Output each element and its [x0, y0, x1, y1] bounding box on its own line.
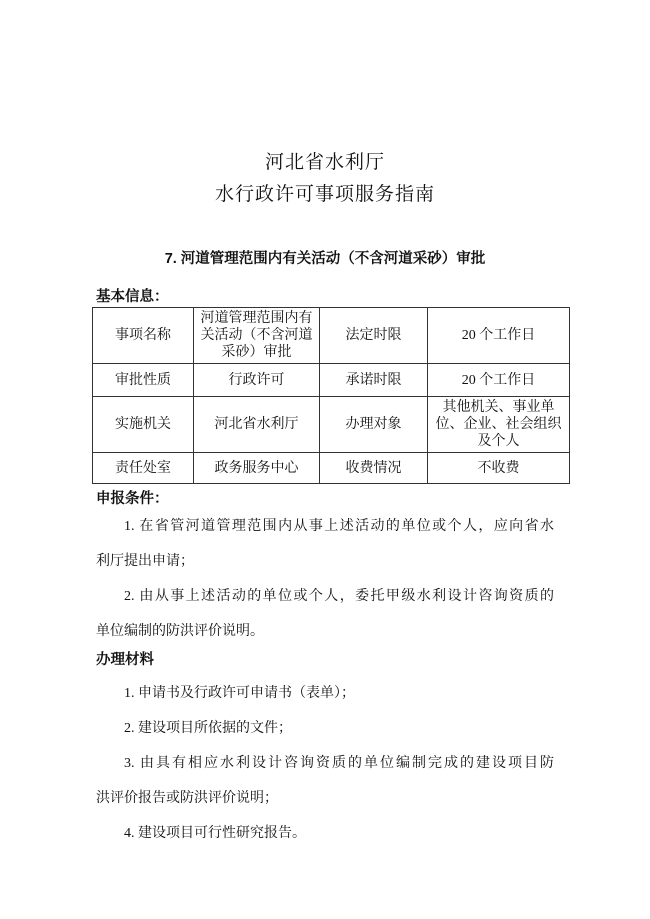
text-line: 2. 建设项目所依据的文件；	[124, 721, 292, 736]
text-line: 1. 在省管河道管理范围内从事上述活动的单位或个人，应向省水	[124, 519, 554, 534]
table-row	[93, 364, 570, 397]
conditions-paragraphs	[96, 509, 554, 649]
table-cell-value: 政务服务中心	[194, 453, 320, 484]
text-line: 3. 由具有相应水利设计咨询资质的单位编制完成的建设项目防	[124, 756, 554, 771]
table-cell-label: 收费情况	[320, 453, 428, 484]
table-cell-value: 其他机关、事业单位、企业、社会组织及个人	[428, 397, 570, 453]
table-cell-value: 20 个工作日	[428, 308, 570, 364]
basic-info-heading: 基本信息：	[96, 289, 169, 305]
text-line: 2. 由从事上述活动的单位或个人，委托甲级水利设计咨询资质的	[124, 589, 554, 604]
table-cell-value: 不收费	[428, 453, 570, 484]
conditions-heading: 申报条件：	[96, 491, 169, 507]
table-cell-label: 实施机关	[93, 397, 194, 453]
table-cell-value: 20 个工作日	[428, 364, 570, 397]
item-heading: 7. 河道管理范围内有关活动（不含河道采砂）审批	[164, 251, 486, 267]
basic-info-table	[92, 307, 570, 484]
table-cell-value: 河北省水利厅	[194, 397, 320, 453]
table-cell-value: 行政许可	[194, 364, 320, 397]
text-line: 利厅提出申请；	[96, 554, 194, 569]
text-line: 4. 建设项目可行性研究报告。	[124, 826, 306, 841]
text-line: 洪评价报告或防洪评价说明；	[96, 791, 278, 806]
table-cell-label: 责任处室	[93, 453, 194, 484]
document-title-line2: 水行政许可事项服务指南	[214, 184, 435, 205]
table-row	[93, 308, 570, 364]
table-cell-value: 河道管理范围内有关活动（不含河道采砂）审批	[194, 308, 320, 364]
materials-paragraphs	[96, 676, 554, 851]
table-cell-label: 审批性质	[93, 364, 194, 397]
materials-heading: 办理材料	[96, 652, 154, 668]
table-cell-label: 承诺时限	[320, 364, 428, 397]
table-row	[93, 397, 570, 453]
text-line: 单位编制的防洪评价说明。	[96, 624, 264, 639]
document-title-line1: 河北省水利厅	[264, 152, 385, 173]
table-cell-label: 法定时限	[320, 308, 428, 364]
table-cell-label: 办理对象	[320, 397, 428, 453]
table-row	[93, 453, 570, 484]
table-cell-label: 事项名称	[93, 308, 194, 364]
text-line: 1. 申请书及行政许可申请书（表单）；	[124, 686, 355, 701]
